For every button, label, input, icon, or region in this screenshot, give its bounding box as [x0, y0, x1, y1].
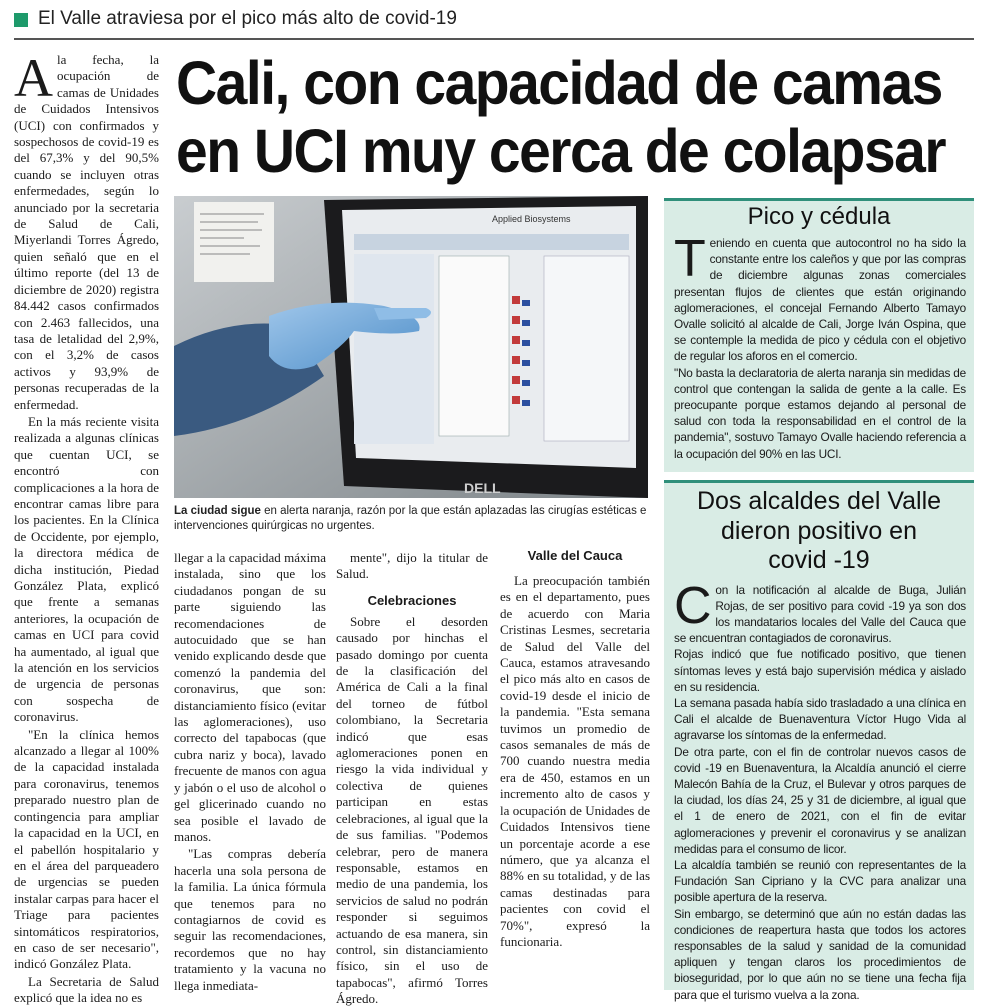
article-photo — [174, 196, 648, 498]
section-kicker — [14, 8, 974, 40]
box-title: Pico y cédula — [747, 203, 891, 230]
article-paragraph: "En la clínica hemos alcanzado a llegar al 100% de la capacidad instalada para coronavirus, tenemos preparado nuestro plan de contingencia para ampliar la capacidad en la UCI, en el pabellón hospitalario y en el área del parqueadero de urgencias se pueden instalar carpas para hacer el Triage para pacientes sintomáticos respiratorios, en caso de ser necesario", indicó González Plata. — [14, 726, 159, 972]
subhead-valle-del-cauca: Valle del Cauca — [527, 548, 623, 563]
headline-line-1: Cali, con capacidad de camas — [176, 48, 942, 119]
article-paragraph: La preocupación también es en el departamento, pues de acuerdo con Maria Cristinas Lesmes, secretaria de Salud del Valle del Cauca, estamos atravesando el pico más alto en casos de covid-19 desde el inicio de la pandemia. "Esta semana tuvimos un promedio de casos semanales de más de 700 cuando nuestra media era de 450, estamos en un incremento alto de casos y la ocupación de Unidades de Cuidados Intensivos tiene un porcentaje acorde a ese número, que ya alcanza el 88% en su totalidad, y de las camas destinadas para pacientes con covid el 70%", expresó la funcionaria. — [500, 573, 650, 949]
box-paragraph: Sin embargo, se determinó que aún no están dadas las condiciones de reapertura hasta que todos los actores responsables de la salud y sanidad de la comunidad apliquen y tengan claros los procedimientos de bioseguridad, por lo que aún no se tiene una fecha fija para que el turismo vuelva a la zona. — [674, 906, 966, 1002]
article-column-1 — [14, 48, 159, 1007]
box-paragraph — [674, 576, 966, 647]
box-paragraph: Rojas indicó que fue notificado positivo, que tienen síntomas leves y está bajo supervisión médica y aislado en su residencia. — [674, 647, 966, 694]
article-paragraph: En la más reciente visita realizada a algunas clínicas que cuentan UCI, se encontró con complicaciones a la hora de encontrar camas libre para los pacientes. En la Clínica de Occidente, por ejemplo, la directora médica de dicha institución, Piedad González Plata, explicó que frente a semanas anteriores, la ocupación de camas en UCI para covid ha aumentado, al igual que la atención en los servicios de urgencia de personas con sospecha de coronavirus. — [14, 413, 159, 725]
box-title: Dos alcaldes del Valle dieron positivo en covid -19 — [696, 487, 942, 574]
monitor-brand-label: Applied Biosystems — [492, 214, 571, 224]
headline-line-2: en UCI muy cerca de colapsar — [176, 116, 946, 187]
box-body — [664, 230, 974, 462]
sidebar-box-pico-y-cedula — [664, 198, 974, 472]
caption-lead: La ciudad sigue — [174, 505, 261, 517]
paragraph-text: la fecha, la ocupación de camas de Unidades de Cuidados Intensivos (UCI) con confirmados y sospechosos de covid-19 es del 67,3% y del 90,5% cuando se incluyen otras enfermedades, según lo anunciado por la secretaria de Salud de Cali, Miyerlandi Torres Ágredo, quien señaló que en el último reporte (del 13 de diciembre de 2020) registra 84.442 casos confirmados con 2.463 fallecidos, una tasa de letalidad del 2,9%, con el 3,2% de casos activos y 93,9% de personas recuperadas de la enfermedad. — [14, 52, 159, 412]
article-paragraph — [14, 48, 159, 413]
article-paragraph: Sobre el desorden causado por hinchas el pasado domingo por cuenta de la clasificación del América de Cali a la final del torneo de fútbol colombiano, la Secretaria indicó que esas aglomeraciones ponen en riesgo la vida individual y colectiva de quienes participan en estas celebraciones, al igual que la de sus familias. "Podemos celebrar, pero de manera responsable, estamos en medio de una pandemia, los servicios de salud no podrán responder si seguimos actuando de esa manera, sin control, sin distanciamiento físico, sin el uso de tapabocas", afirmó Torres Ágredo. — [336, 613, 488, 1007]
box-paragraph: La alcaldía también se reunió con representantes de la Fundación San Cipriano y la CVC para analizar una posible apertura de la reserva. — [674, 857, 966, 905]
drop-cap: T — [674, 230, 706, 288]
article-paragraph: La Secretaria de Salud explicó que la idea no es — [14, 973, 159, 1006]
kicker-text: El Valle atraviesa por el pico más alto de covid-19 — [38, 8, 457, 29]
article-column-3 — [336, 550, 488, 1008]
box-paragraph: La semana pasada había sido trasladado a una clínica en Cali el alcalde de Buenaventura Víctor Hugo Vida al agravarse los síntomas de la enfermedad. — [674, 695, 966, 743]
article-column-4 — [500, 548, 650, 950]
article-paragraph: mente", dijo la titular de Salud. — [336, 550, 488, 582]
caption-text: en alerta naranja, razón por la que están aplazadas las cirugías estéticas e intervenciones quirúrgicas no urgentes. — [174, 505, 647, 532]
photo-caption — [174, 504, 650, 533]
paragraph-text: eniendo en cuenta que autocontrol no ha sido la constante entre los caleños y que por las compras de diciembre algunas zonas comerciales presentan flujos de clientes que están originando aglomeraciones, el concejal Fernando Alberto Tamayo Ovalle solicitó al alcalde de Cali, Jorge Iván Ospina, que se contemple la medida de pico y cédula con el objetivo de regular los aforos en el comercio. — [674, 236, 966, 364]
article-column-2 — [174, 550, 326, 994]
article-paragraph: llegar a la capacidad máxima instalada, sino que los ciudadanos pongan de su parte siguiendo las recomendaciones de autocuidado que se han venido explicando desde que comenzó la pandemia del coronavirus, que son: distanciamiento físico (evitar las aglomeraciones), uso correcto del tapabocas (que cubra nariz y boca), lavado frecuente de manos con agua y jabón o el uso de alcohol o gel glicerinado cuando no sea posible el lavado de manos. — [174, 550, 326, 844]
drop-cap: A — [14, 48, 53, 108]
box-body — [664, 576, 974, 1003]
box-paragraph: De otra parte, con el fin de controlar nuevos casos de covid -19 en Buenaventura, la Alcaldía anunció el cierre Malecón Bahía de la Cruz, el Bulevar y otros parques de la ciudad, los días 24, 25 y 31 de diciembre, al igual que el 1 de enero de 2021, con el fin de evitar aglomeraciones y prevenir el coronavirus y se analizan medidas para el consumo de licor. — [674, 744, 966, 856]
paragraph-text: on la notificación al alcalde de Buga, Julián Rojas, de ser positivo para covid -19 ya son dos los mandatarios locales del Valle del Cauca que se encuentran contagiados de coronavirus. — [674, 582, 966, 646]
subhead-celebraciones: Celebraciones — [367, 592, 457, 608]
sidebar-box-dos-alcaldes — [664, 480, 974, 1002]
box-paragraph — [674, 230, 966, 365]
article-paragraph: "Las compras debería hacerla una sola persona de la familia. La única fórmula que tenemos para no contagiarnos de covid es seguir las recomendaciones, recordemos que no hay tratamiento y la vacuna no llega inmediata- — [174, 846, 326, 993]
kicker-square-icon — [14, 13, 28, 27]
box-paragraph: "No basta la declaratoria de alerta naranja sin medidas de control que contengan la salida de gente a la calle. Es preocupante porque estamos dejando al personal de salud con toda la responsabilidad en el control de la pandemia", sostuvo Tamayo Ovalle haciendo referencia a la ocupación del 90% en las UCI. — [674, 365, 966, 461]
drop-cap: C — [674, 576, 712, 635]
headline — [176, 50, 976, 186]
monitor-maker-label: DELL — [464, 480, 501, 496]
photo-illustration — [174, 196, 648, 498]
